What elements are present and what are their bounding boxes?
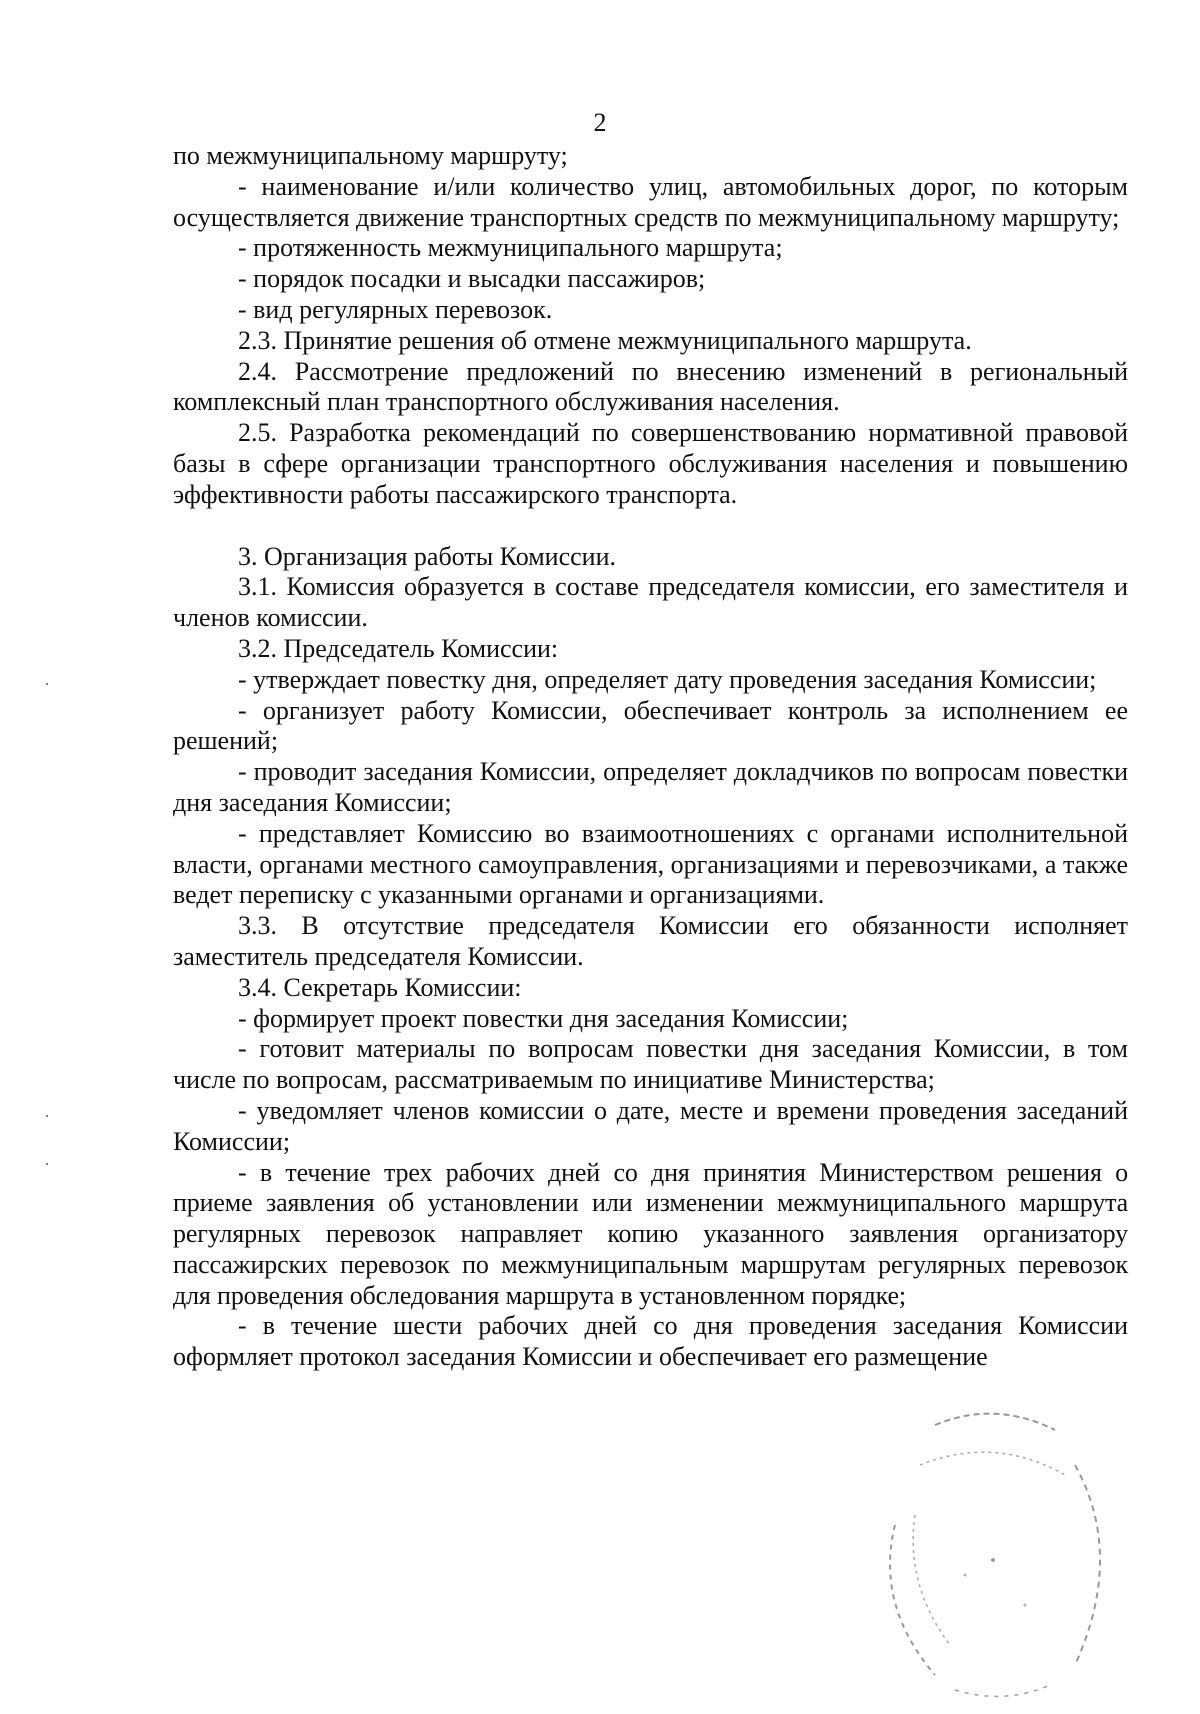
paragraph: - уведомляет членов комиссии о дате, месте и времени проведения заседаний Комиссии;	[173, 1095, 1128, 1156]
paragraph: - представляет Комиссию во взаимоотношениях с органами исполнительной власти, органами местного самоуправления, организациями и перевозчиками, а также ведет переписку с указанными органами и организациями.	[173, 818, 1128, 910]
paragraph: - проводит заседания Комиссии, определяет докладчиков по вопросам повестки дня заседания Комиссии;	[173, 757, 1128, 817]
scan-artifact	[46, 683, 48, 685]
section-gap	[173, 511, 1128, 542]
paragraph: - наименование и/или количество улиц, автомобильных дорог, по которым осуществляется движение транспортных средств по межмуниципальному маршруту;	[173, 171, 1128, 232]
paragraph: - в течение шести рабочих дней со дня проведения заседания Комиссии оформляет протокол заседания Комиссии и обеспечивает его размещение	[173, 1311, 1128, 1372]
paragraph: 2.4. Рассмотрение предложений по внесению изменений в региональный комплексный план транспортного обслуживания населения.	[173, 356, 1128, 417]
paragraph: - протяженность межмуниципального маршрута;	[238, 233, 783, 263]
official-seal-stamp	[875, 1405, 1115, 1705]
paragraph: - в течение трех рабочих дней со дня принятия Министерством решения о приеме заявления об установлении или изменении межмуниципального маршрута регулярных перевозок направляет копию указанного заявления организатору пассажирских перевозок по межмуниципальным маршрутам регулярных перевозок для проведения обследования маршрута в установленном порядке;	[173, 1157, 1128, 1310]
paragraph: - вид регулярных перевозок.	[238, 294, 553, 324]
paragraph: - утверждает повестку дня, определяет дату проведения заседания Комиссии;	[238, 664, 1097, 694]
page-number: 2	[593, 108, 607, 137]
paragraph: 3.4. Секретарь Комиссии:	[238, 972, 522, 1002]
paragraph: 3.1. Комиссия образуется в составе председателя комиссии, его заместителя и членов комиссии.	[173, 572, 1128, 633]
paragraph: - порядок посадки и высадки пассажиров;	[238, 264, 706, 294]
paragraph: 3.2. Председатель Комиссии:	[238, 633, 559, 663]
scan-artifact	[46, 1115, 48, 1117]
scan-artifact	[46, 1163, 48, 1165]
paragraph: - формирует проект повестки дня заседания Комиссии;	[238, 1003, 849, 1033]
paragraph: - готовит материалы по вопросам повестки дня заседания Комиссии, в том числе по вопросам, рассматриваемым по инициативе Министерства;	[173, 1034, 1128, 1095]
section-heading: 3. Организация работы Комиссии.	[238, 541, 616, 571]
paragraph: 2.5. Разработка рекомендаций по совершенствованию нормативной правовой базы в сфере организации транспортного обслуживания населения и повышению эффективности работы пассажирского транспорта.	[173, 418, 1128, 509]
paragraph: 2.3. Принятие решения об отмене межмуниципального маршрута.	[238, 325, 972, 355]
document-text	[173, 141, 1128, 1373]
paragraph: - организует работу Комиссии, обеспечивает контроль за исполнением ее решений;	[173, 695, 1128, 756]
paragraph: по межмуниципальному маршруту;	[173, 141, 568, 170]
paragraph: 3.3. В отсутствие председателя Комиссии его обязанности исполняет заместитель председателя Комиссии.	[173, 911, 1128, 971]
